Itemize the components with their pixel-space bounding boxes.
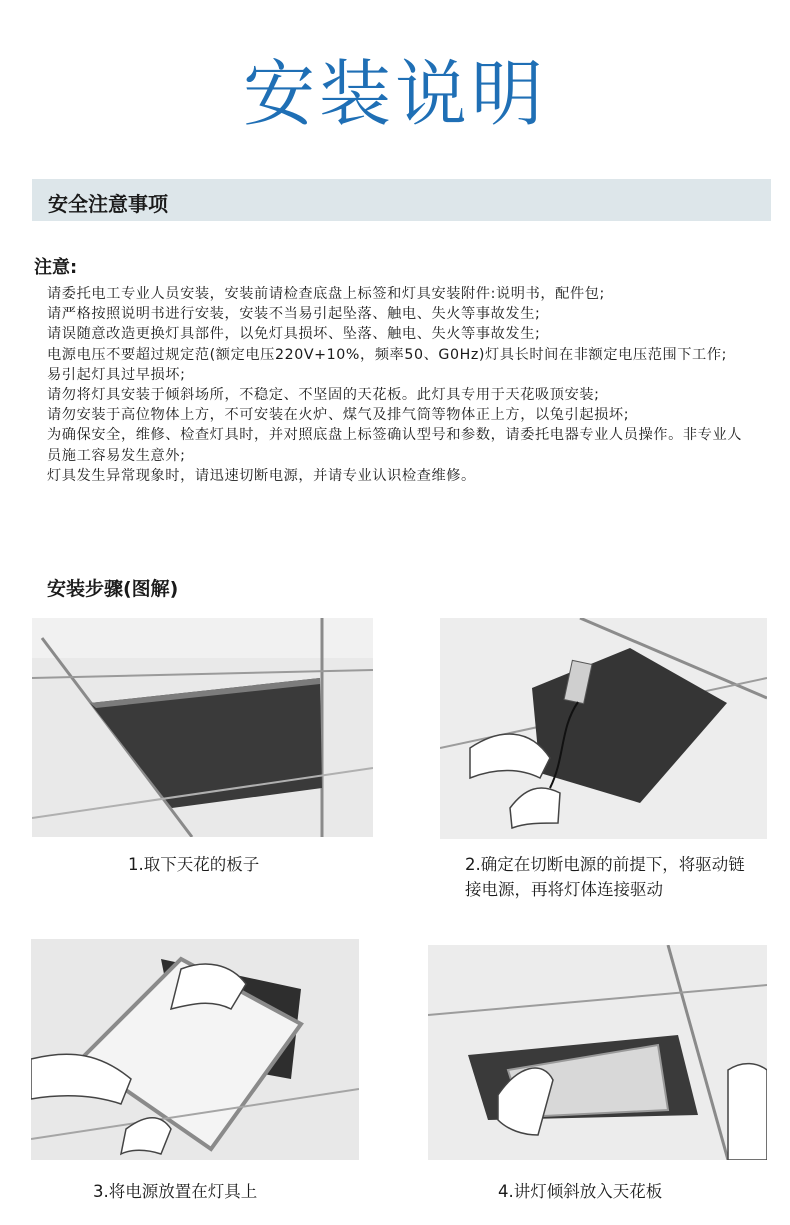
notice-line: 请委托电工专业人员安装，安装前请检查底盘上标签和灯具安装附件:说明书，配件包; — [47, 286, 605, 302]
notice-line: 为确保安全，维修、检查灯具时，并对照底盘上标签确认型号和参数，请委托电器专业人员操作。非专业人员施工容易发生意外; — [47, 427, 743, 464]
step-4-caption: 4.讲灯倾斜放入天花板 — [498, 1182, 663, 1201]
notice-line: 请误随意改造更换灯具部件，以免灯具损坏、坠落、触电、失火等事故发生; — [47, 326, 541, 343]
notice-line: 电源电压不要超过规定范(额定电压220V+10%，频率50、G0Hz)灯具长时间在非额定电压范围下工作; — [47, 346, 728, 363]
step-1-caption: 1.取下天花的板子 — [128, 855, 260, 874]
step-3-illustration — [31, 939, 359, 1160]
step-3-caption: 3.将电源放置在灯具上 — [93, 1182, 258, 1201]
safety-heading: 安全注意事项 — [48, 192, 168, 216]
steps-heading: 安装步骤(图解) — [47, 578, 179, 600]
notice-line: 灯具发生异常现象时，请迅速切断电源，并请专业认识检查维修。 — [47, 467, 476, 484]
page-title: 安装说明 — [242, 52, 547, 136]
notice-line: 易引起灯具过早损坏; — [47, 366, 186, 383]
notice-body — [47, 284, 752, 486]
notice-line: 请勿安装于高位物体上方，不可安装在火炉、煤气及排气筒等物体正上方，以兔引起损坏; — [47, 407, 630, 424]
notice-line: 请严格按照说明书进行安装，安装不当易引起坠落、触电、失火等事故发生; — [47, 306, 541, 323]
step-1-illustration — [32, 618, 373, 837]
step-2-illustration — [440, 618, 767, 839]
safety-section-header — [32, 179, 771, 221]
step-4-illustration — [428, 945, 767, 1160]
notice-label: 注意: — [34, 257, 78, 278]
notice-line: 请勿将灯具安装于倾斜场所，不稳定、不坚固的天花板。此灯具专用于天花吸顶安装; — [47, 387, 600, 404]
step-2-caption: 2.确定在切断电源的前提下，将驱动链接电源，再将灯体连接驱动 — [465, 855, 745, 899]
